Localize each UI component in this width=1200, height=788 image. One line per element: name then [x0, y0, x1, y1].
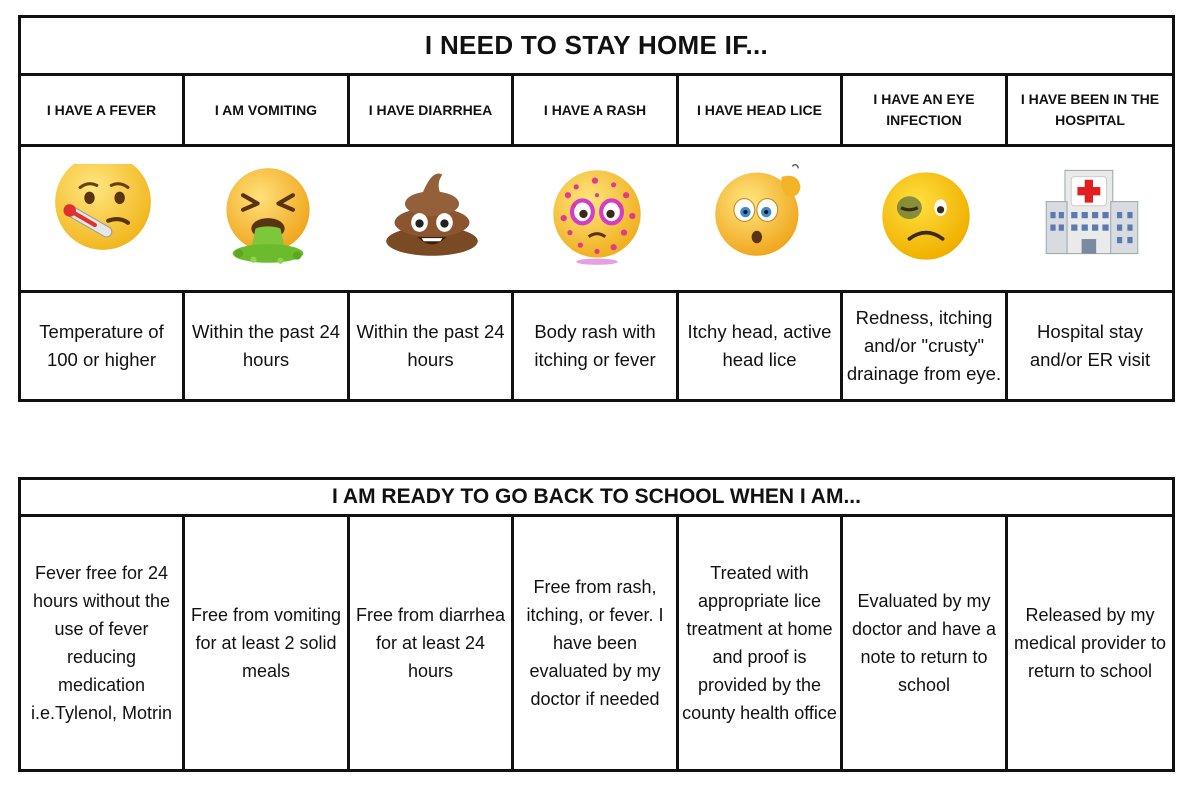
description-vomiting: Within the past 24 hours: [184, 292, 349, 401]
header-diarrhea: I HAVE DIARRHEA: [349, 75, 513, 146]
icon-row: [20, 146, 1174, 292]
description-head-lice: Itchy head, active head lice: [678, 292, 842, 401]
rash-face-icon: [545, 164, 649, 268]
description-rash: Body rash with itching or fever: [513, 292, 678, 401]
return-criteria-fever: Fever free for 24 hours without the use of fever reducing medication i.e.Tylenol, Motrin: [20, 516, 184, 771]
return-criteria-eye-infection: Evaluated by my doctor and have a note to return to school: [842, 516, 1007, 771]
header-head-lice: I HAVE HEAD LICE: [678, 75, 842, 146]
vomiting-face-icon: [216, 164, 320, 268]
header-hospital: I HAVE BEEN IN THE HOSPITAL: [1007, 75, 1174, 146]
return-criteria-rash: Free from rash, itching, or fever. I have been evaluated by my doctor if needed: [513, 516, 678, 771]
poop-icon: [380, 164, 484, 262]
description-eye-infection: Redness, itching and/or "crusty" drainage from eye.: [842, 292, 1007, 401]
description-diarrhea: Within the past 24 hours: [349, 292, 513, 401]
stay-home-table: [18, 15, 1175, 402]
return-criteria-vomiting: Free from vomiting for at least 2 solid meals: [184, 516, 349, 771]
header-eye-infection: I HAVE AN EYE INFECTION: [842, 75, 1007, 146]
hospital-building-icon: [1040, 164, 1144, 264]
head-scratching-face-icon: [709, 164, 813, 262]
header-rash: I HAVE A RASH: [513, 75, 678, 146]
header-vomiting: I AM VOMITING: [184, 75, 349, 146]
header-fever: I HAVE A FEVER: [20, 75, 184, 146]
return-criteria-head-lice: Treated with appropriate lice treatment at home and proof is provided by the county health office: [678, 516, 842, 771]
return-criteria-diarrhea: Free from diarrhea for at least 24 hours: [349, 516, 513, 771]
back-to-school-title: I AM READY TO GO BACK TO SCHOOL WHEN I AM...: [20, 479, 1174, 516]
black-eye-face-icon: [874, 164, 978, 268]
return-criteria-hospital: Released by my medical provider to return to school: [1007, 516, 1174, 771]
fever-thermometer-face-icon: [51, 164, 155, 254]
back-to-school-table: [18, 477, 1175, 772]
description-fever: Temperature of 100 or higher: [20, 292, 184, 401]
description-hospital: Hospital stay and/or ER visit: [1007, 292, 1174, 401]
stay-home-title: I NEED TO STAY HOME IF...: [20, 17, 1174, 75]
